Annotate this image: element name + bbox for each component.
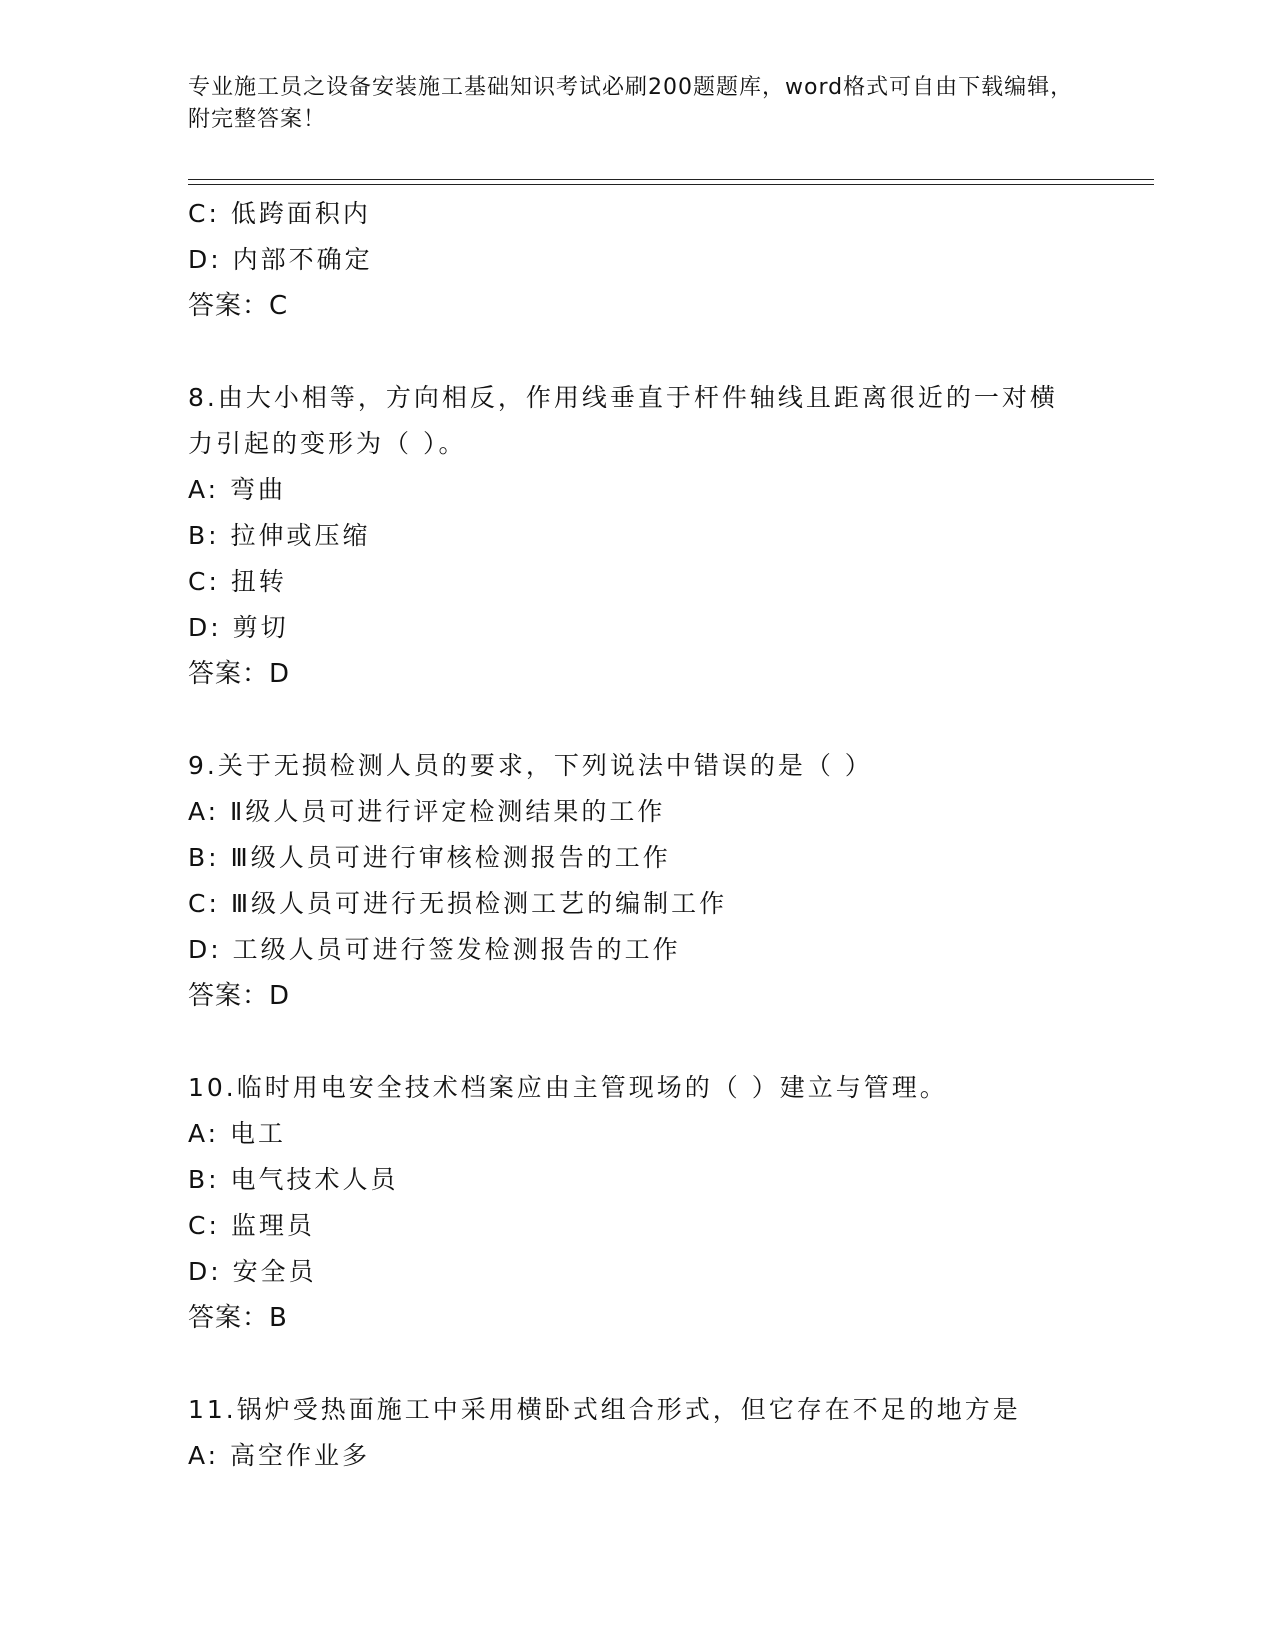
question-stem: 11.锅炉受热面施工中采用横卧式组合形式，但它存在不足的地方是 — [188, 1395, 1021, 1424]
option-b: B: 电气技术人员 — [188, 1165, 399, 1194]
option-d: D: 安全员 — [188, 1257, 317, 1286]
option-a: A: Ⅱ级人员可进行评定检测结果的工作 — [188, 797, 666, 826]
spacer — [188, 1341, 1148, 1387]
answer: 答案：B — [188, 1303, 288, 1333]
question-11 — [188, 1387, 1148, 1479]
option-a: A: 高空作业多 — [188, 1441, 371, 1470]
option-a: A: 弯曲 — [188, 475, 287, 504]
question-content — [188, 191, 1148, 1479]
header-divider-bottom — [188, 184, 1154, 185]
option-c: C: 监理员 — [188, 1211, 315, 1240]
question-8 — [188, 375, 1148, 697]
option-d: D: 内部不确定 — [188, 245, 373, 274]
option-c: C: 扭转 — [188, 567, 287, 596]
spacer — [188, 329, 1148, 375]
answer: 答案：D — [188, 659, 291, 689]
question-stem: 8.由大小相等，方向相反，作用线垂直于杆件轴线且距离很近的一对横力引起的变形为（ ）。 — [188, 383, 1058, 458]
spacer — [188, 697, 1148, 743]
option-b: B: Ⅲ级人员可进行审核检测报告的工作 — [188, 843, 671, 872]
option-d: D: 剪切 — [188, 613, 289, 642]
question-stem: 10.临时用电安全技术档案应由主管现场的（ ）建立与管理。 — [188, 1073, 948, 1102]
answer: 答案：C — [188, 291, 289, 321]
question-stem: 9.关于无损检测人员的要求，下列说法中错误的是（ ） — [188, 751, 873, 780]
option-c: C: Ⅲ级人员可进行无损检测工艺的编制工作 — [188, 889, 728, 918]
option-d: D: 工级人员可进行签发检测报告的工作 — [188, 935, 681, 964]
question-7-tail — [188, 191, 1148, 329]
document-header: 专业施工员之设备安装施工基础知识考试必刷200题题库，word格式可自由下载编辑，附完整答案！ — [188, 75, 1074, 132]
question-10 — [188, 1065, 1148, 1341]
header-divider-top — [188, 179, 1154, 180]
option-a: A: 电工 — [188, 1119, 287, 1148]
answer: 答案：D — [188, 981, 291, 1011]
question-9 — [188, 743, 1148, 1019]
spacer — [188, 1019, 1148, 1065]
option-c: C: 低跨面积内 — [188, 199, 371, 228]
option-b: B: 拉伸或压缩 — [188, 521, 371, 550]
